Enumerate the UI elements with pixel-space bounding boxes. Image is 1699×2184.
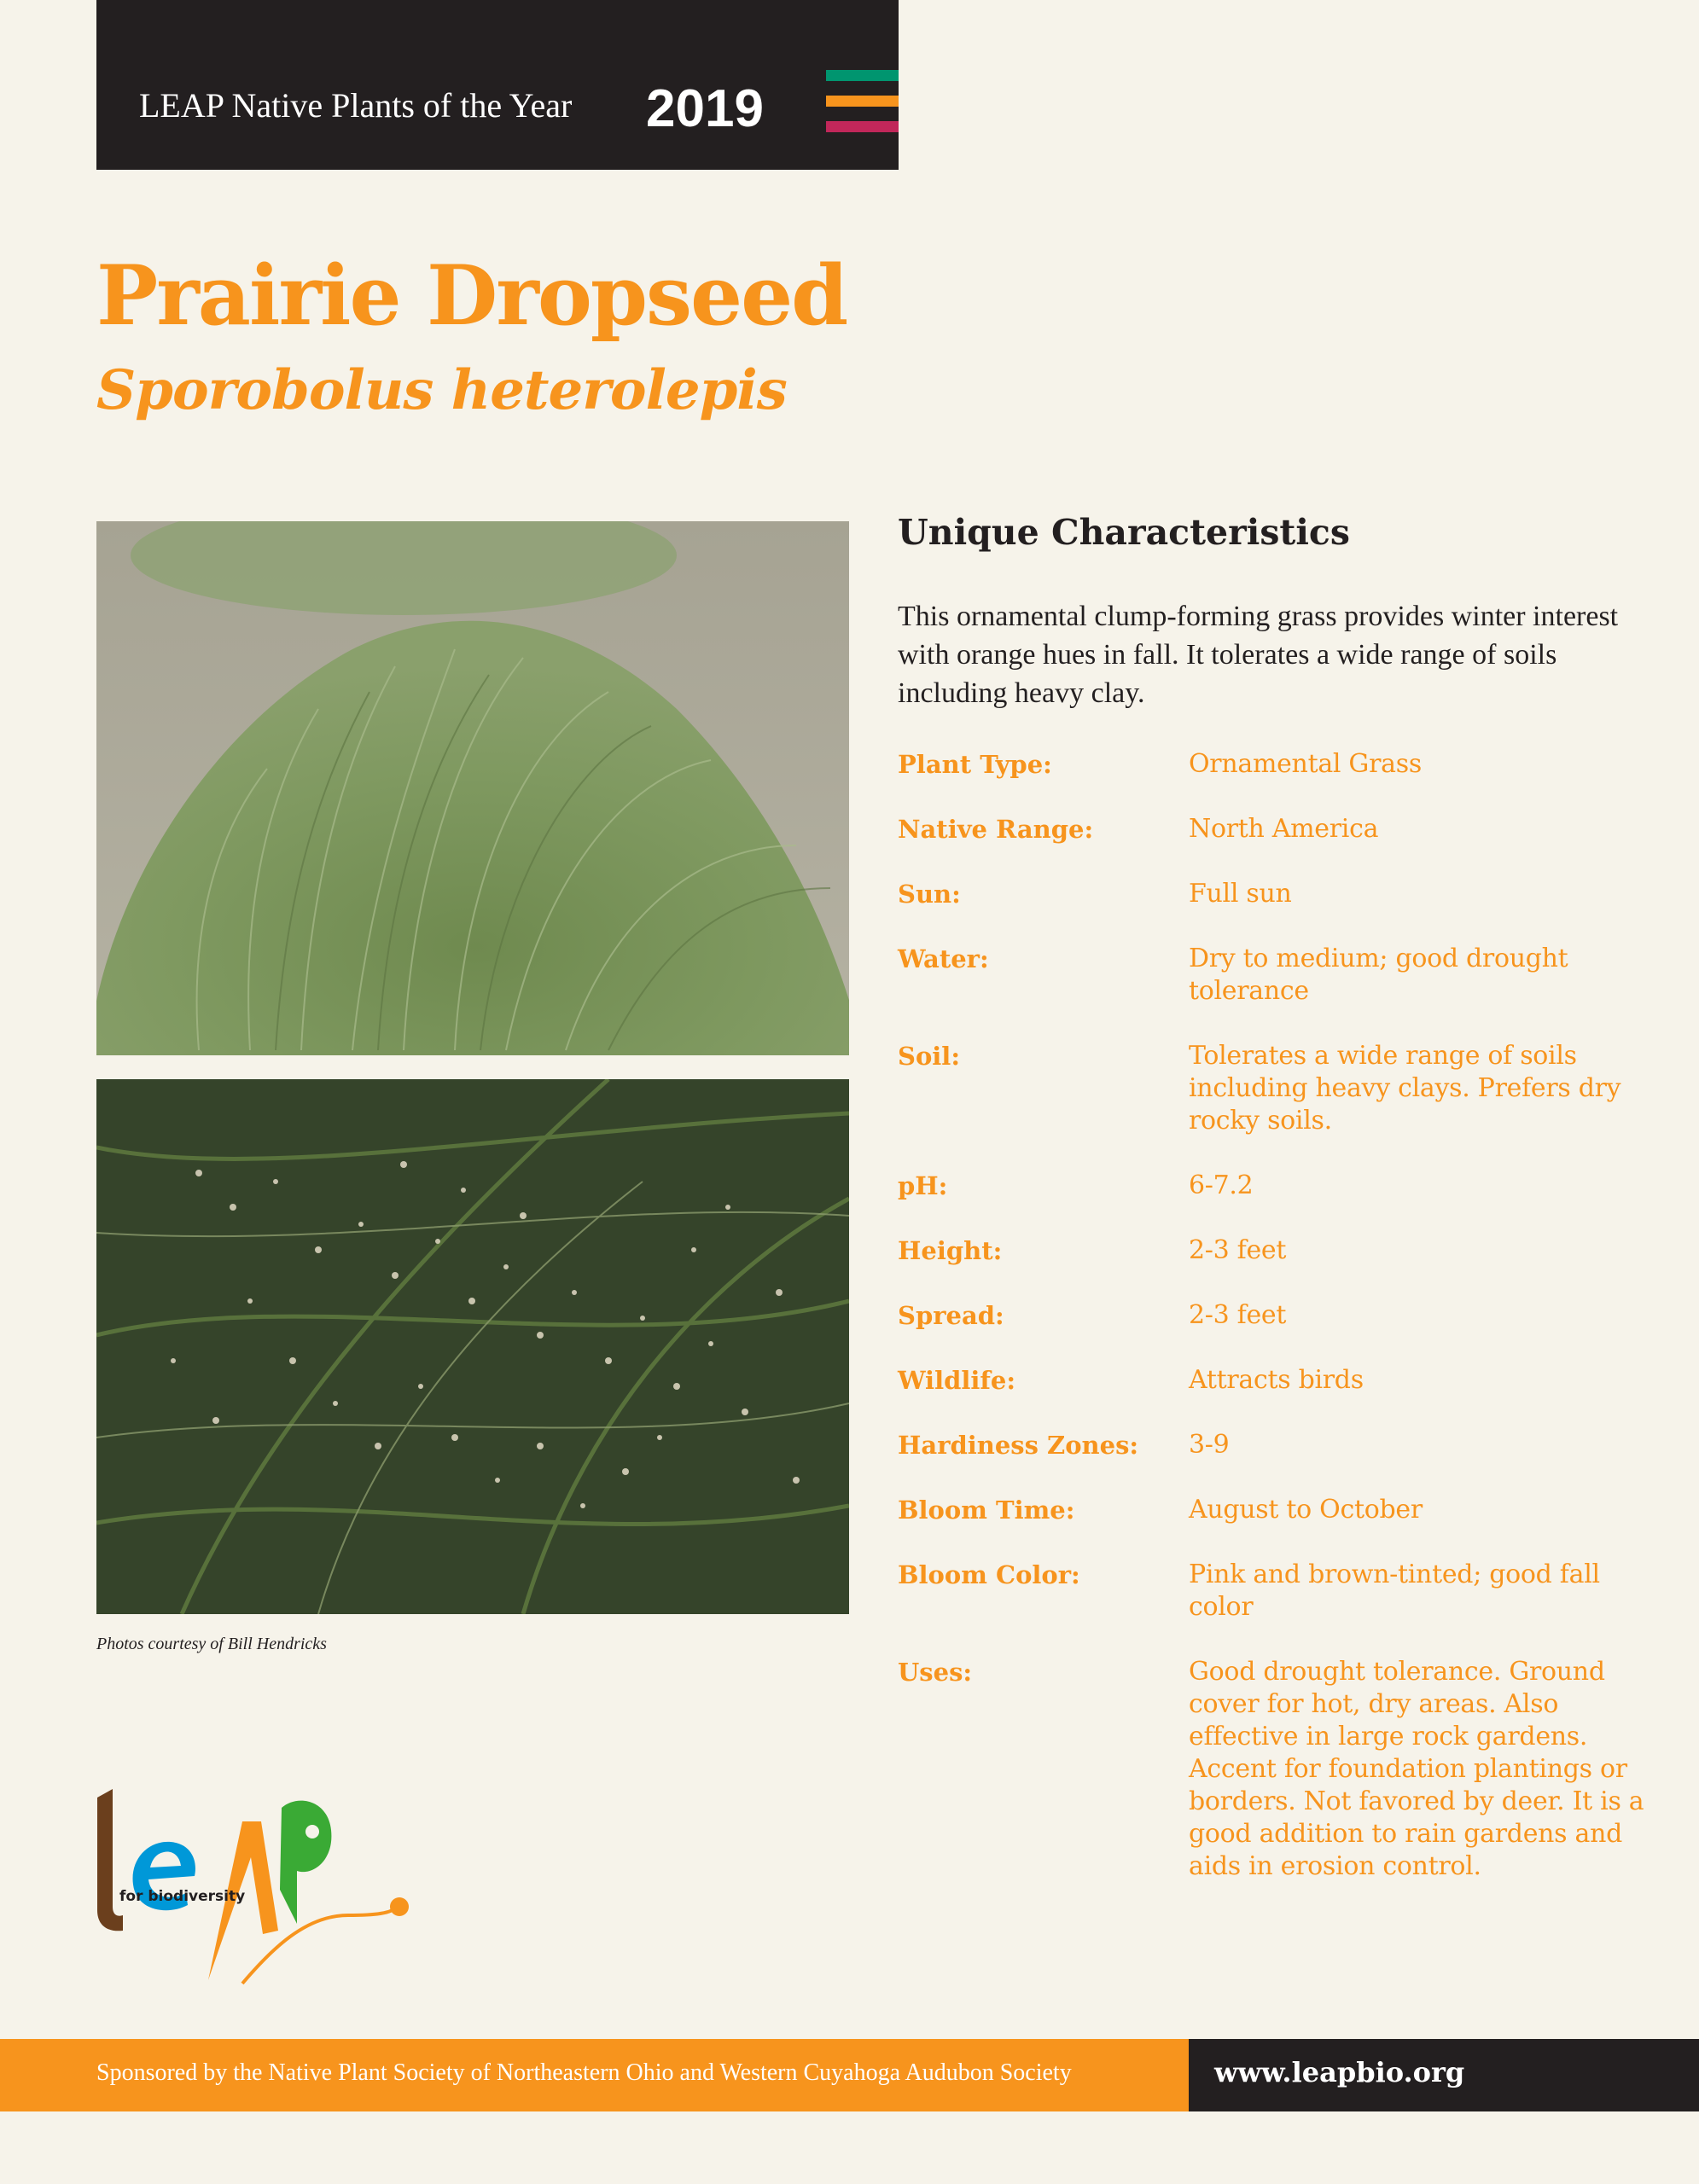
- characteristic-row: [898, 1494, 1666, 1526]
- characteristic-value: Ornamental Grass: [1189, 749, 1422, 779]
- orange-stripe: [826, 96, 899, 107]
- characteristic-row: [898, 943, 1666, 1008]
- characteristic-label: Hardiness Zones:: [898, 1431, 1139, 1460]
- characteristic-row: [898, 748, 1666, 781]
- characteristic-row: [898, 813, 1666, 845]
- characteristic-value: 2-3 feet: [1189, 1300, 1287, 1330]
- characteristic-value: Dry to medium; good drought tolerance: [1189, 944, 1568, 1006]
- characteristic-label: Bloom Time:: [898, 1496, 1075, 1525]
- characteristic-value: 3-9: [1189, 1430, 1230, 1460]
- footer-sponsor-bar: [0, 2039, 1189, 2111]
- green-stripe: [826, 70, 899, 81]
- plant-scientific-name: Sporobolus heterolepis: [96, 358, 787, 422]
- characteristic-label: pH:: [898, 1171, 948, 1200]
- characteristic-label: Native Range:: [898, 815, 1094, 844]
- characteristic-label: Bloom Color:: [898, 1560, 1080, 1589]
- characteristic-row: [898, 1656, 1666, 1883]
- characteristic-value: Pink and brown-tinted; good fall color: [1189, 1560, 1600, 1622]
- plant-common-name: Prairie Dropseed: [96, 247, 847, 344]
- characteristic-row: [898, 1234, 1666, 1267]
- characteristic-label: Water:: [898, 944, 989, 973]
- characteristics-list: [898, 748, 1666, 1883]
- grass-seedheads-image: [96, 1079, 849, 1614]
- characteristic-value: August to October: [1189, 1495, 1423, 1525]
- characteristic-row: [898, 878, 1666, 910]
- characteristic-label: Height:: [898, 1236, 1003, 1265]
- characteristic-label: Sun:: [898, 880, 961, 909]
- characteristic-row: [898, 1429, 1666, 1461]
- characteristic-row: [898, 1559, 1666, 1623]
- red-stripe: [826, 121, 899, 132]
- characteristic-label: Wildlife:: [898, 1366, 1016, 1395]
- characteristic-value: 2-3 feet: [1189, 1235, 1287, 1265]
- characteristic-value: North America: [1189, 814, 1379, 844]
- logo-tagline: for biodiversity: [119, 1888, 246, 1905]
- characteristic-label: Uses:: [898, 1658, 973, 1687]
- website-link[interactable]: www.leapbio.org: [1214, 2056, 1465, 2088]
- characteristic-value: 6-7.2: [1189, 1170, 1254, 1200]
- characteristic-row: [898, 1170, 1666, 1202]
- characteristic-label: Soil:: [898, 1042, 961, 1071]
- section-heading: Unique Characteristics: [898, 512, 1350, 553]
- characteristic-value: Good drought tolerance. Ground cover for hot, dry areas. Also effective in large rock gardens. Accent for foundation plantings or borders. Not favored by deer. It is a good addition to rain gardens and aids in erosion control.: [1189, 1657, 1644, 1881]
- header-banner: [96, 0, 899, 170]
- characteristic-value: Tolerates a wide range of soils including heavy clays. Prefers dry rocky soils.: [1189, 1041, 1621, 1136]
- photo-credit: Photos courtesy of Bill Hendricks: [96, 1635, 327, 1653]
- grass-clump-photo: [96, 521, 849, 1055]
- footer-url-bar: [1189, 2039, 1699, 2111]
- intro-paragraph: This ornamental clump-forming grass provides winter interest with orange hues in fall. It tolerates a wide range of soils including heavy clay.: [898, 601, 1619, 709]
- characteristic-row: [898, 1364, 1666, 1397]
- characteristic-row: [898, 1299, 1666, 1332]
- header-title: LEAP Native Plants of the Year: [139, 86, 573, 125]
- leap-logo: [92, 1787, 416, 1992]
- footer-sponsor-text: Sponsored by the Native Plant Society of Northeastern Ohio and Western Cuyahoga Audubon Society: [96, 2059, 1072, 2086]
- grass-seedheads-photo: [96, 1079, 849, 1614]
- characteristic-value: Attracts birds: [1189, 1365, 1364, 1395]
- characteristic-label: Plant Type:: [898, 750, 1052, 779]
- characteristic-label: Spread:: [898, 1301, 1004, 1330]
- characteristic-value: Full sun: [1189, 879, 1292, 909]
- characteristic-row: [898, 1040, 1666, 1137]
- grass-clump-image: [96, 521, 849, 1055]
- header-year: 2019: [646, 79, 764, 138]
